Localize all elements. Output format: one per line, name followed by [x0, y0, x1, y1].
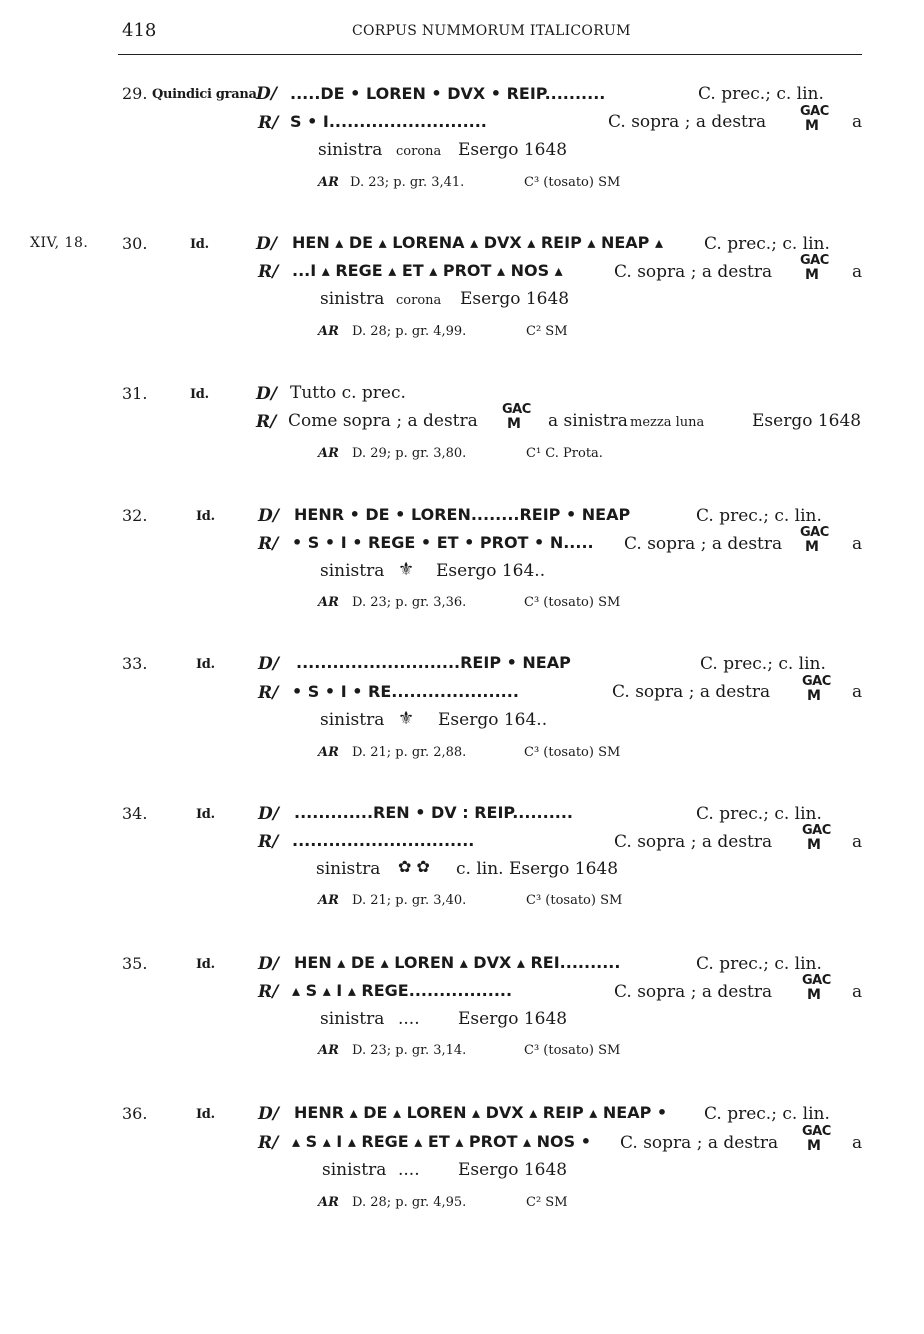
lily-icon: ⚜: [398, 708, 415, 729]
monogram: GAC M: [802, 973, 831, 1003]
exergue: Esergo 1648: [460, 289, 570, 309]
denomination: Id.: [196, 509, 215, 524]
entry-number: 31.: [122, 384, 148, 403]
exergue: Esergo 1648: [752, 411, 862, 431]
line3-word: sinistra: [322, 1160, 387, 1180]
entry-number: 29.: [122, 84, 148, 103]
reverse-mark: R/: [256, 412, 277, 432]
exergue: Esergo 164..: [436, 561, 546, 581]
reverse-mark: R/: [258, 1133, 279, 1153]
obverse-legend: Tutto c. prec.: [290, 383, 406, 403]
obverse-note: C. prec.; c. lin.: [696, 804, 822, 824]
reverse-tail: a: [852, 262, 863, 282]
rarity-collection: C³ (tosato) SM: [524, 1043, 621, 1058]
metal-mark: AR: [318, 745, 339, 760]
reverse-legend: ...I ▴ REGE ▴ ET ▴ PROT ▴ NOS ▴: [292, 261, 563, 280]
dimensions: D. 28; p. gr. 4,99.: [352, 324, 467, 339]
denomination: Id.: [190, 237, 209, 252]
line3-field: ....: [398, 1009, 420, 1029]
obverse-note: C. prec.; c. lin.: [698, 84, 824, 104]
obverse-legend: HENR ▴ DE ▴ LOREN ▴ DVX ▴ REIP ▴ NEAP •: [294, 1103, 668, 1122]
reverse-legend: • S • I • RE.....................: [292, 682, 519, 701]
reverse-note: C. sopra ; a destra: [624, 534, 783, 554]
obverse-mark: D/: [256, 84, 277, 104]
plate-reference: XIV, 18.: [30, 235, 89, 251]
denomination: Id.: [196, 657, 215, 672]
obverse-legend: .............REN • DV : REIP..........: [294, 803, 573, 822]
line3-word: sinistra: [316, 859, 381, 879]
line3-field: ....: [398, 1160, 420, 1180]
denomination: Id.: [190, 387, 209, 402]
reverse-tail: a: [852, 1133, 863, 1153]
line3-word: sinistra: [320, 289, 385, 309]
obverse-mark: D/: [258, 654, 279, 674]
rarity-collection: C¹ C. Prota.: [526, 446, 603, 461]
denomination: Id.: [196, 807, 215, 822]
obverse-mark: D/: [258, 506, 279, 526]
obverse-note: C. prec.; c. lin.: [696, 506, 822, 526]
reverse-note: C. sopra ; a destra: [614, 832, 773, 852]
rarity-collection: C² SM: [526, 1195, 568, 1210]
reverse-tail: a: [852, 832, 863, 852]
line3-field: corona: [396, 293, 442, 308]
reverse-note: a sinistra: [548, 411, 628, 431]
obverse-legend: HENR • DE • LOREN........REIP • NEAP: [294, 505, 631, 524]
reverse-legend: • S • I • REGE • ET • PROT • N.....: [292, 533, 594, 552]
reverse-tail: a: [852, 682, 863, 702]
reverse-note: C. sopra ; a destra: [614, 262, 773, 282]
obverse-mark: D/: [258, 954, 279, 974]
metal-mark: AR: [318, 1195, 339, 1210]
dimensions: D. 23; p. gr. 3,14.: [352, 1043, 467, 1058]
line3-field: corona: [396, 144, 442, 159]
obverse-legend: ...........................REIP • NEAP: [296, 653, 571, 672]
reverse-legend: ▴ S ▴ I ▴ REGE.................: [292, 981, 513, 1000]
reverse-legend: ..............................: [292, 831, 475, 850]
reverse-mark: R/: [258, 683, 279, 703]
obverse-note: C. prec.; c. lin.: [696, 954, 822, 974]
reverse-note: C. sopra ; a destra: [612, 682, 771, 702]
dimensions: D. 29; p. gr. 3,80.: [352, 446, 467, 461]
reverse-mark: R/: [258, 113, 279, 133]
exergue: c. lin. Esergo 1648: [456, 859, 619, 879]
rarity-collection: C³ (tosato) SM: [524, 595, 621, 610]
line3-word: sinistra: [320, 561, 385, 581]
page-number: 418: [122, 20, 157, 41]
dimensions: D. 23; p. gr. 3,36.: [352, 595, 467, 610]
obverse-note: C. prec.; c. lin.: [704, 1104, 830, 1124]
dimensions: D. 23; p. gr. 3,41.: [350, 175, 465, 190]
entry-number: 30.: [122, 234, 148, 253]
dimensions: D. 28; p. gr. 4,95.: [352, 1195, 467, 1210]
line3-word: sinistra: [320, 1009, 385, 1029]
dimensions: D. 21; p. gr. 3,40.: [352, 893, 467, 908]
exergue: Esergo 1648: [458, 1160, 568, 1180]
reverse-mark: R/: [258, 982, 279, 1002]
reverse-tail: a: [852, 982, 863, 1002]
reverse-legend: S • I..........................: [290, 112, 487, 131]
reverse-mark: R/: [258, 262, 279, 282]
rarity-collection: C³ (tosato) SM: [526, 893, 623, 908]
exergue: Esergo 1648: [458, 1009, 568, 1029]
reverse-field: mezza luna: [630, 415, 705, 430]
reverse-mark: R/: [258, 832, 279, 852]
entry-number: 32.: [122, 506, 148, 525]
obverse-note: C. prec.; c. lin.: [704, 234, 830, 254]
metal-mark: AR: [318, 595, 339, 610]
line3-word: sinistra: [318, 140, 383, 160]
obverse-mark: D/: [256, 384, 277, 404]
obverse-legend: HEN ▴ DE ▴ LOREN ▴ DVX ▴ REI..........: [294, 953, 621, 972]
line3-word: sinistra: [320, 710, 385, 730]
obverse-mark: D/: [258, 804, 279, 824]
obverse-legend: HEN ▴ DE ▴ LORENA ▴ DVX ▴ REIP ▴ NEAP ▴: [292, 233, 663, 252]
dimensions: D. 21; p. gr. 2,88.: [352, 745, 467, 760]
reverse-tail: a: [852, 112, 863, 132]
monogram: GAC M: [802, 823, 831, 853]
entry-number: 33.: [122, 654, 148, 673]
reverse-tail: a: [852, 534, 863, 554]
running-title: CORPUS NUMMORUM ITALICORUM: [352, 23, 631, 39]
monogram: GAC M: [800, 104, 829, 134]
rarity-collection: C³ (tosato) SM: [524, 175, 621, 190]
header-rule: [118, 54, 862, 55]
metal-mark: AR: [318, 324, 339, 339]
reverse-note: C. sopra ; a destra: [620, 1133, 779, 1153]
reverse-mark: R/: [258, 534, 279, 554]
entry-number: 36.: [122, 1104, 148, 1123]
metal-mark: AR: [318, 1043, 339, 1058]
reverse-legend: ▴ S ▴ I ▴ REGE ▴ ET ▴ PROT ▴ NOS •: [292, 1132, 591, 1151]
rarity-collection: C² SM: [526, 324, 568, 339]
reverse-note: C. sopra ; a destra: [608, 112, 767, 132]
obverse-legend: .....DE • LOREN • DVX • REIP..........: [290, 84, 606, 103]
denomination: Quindici grana.: [152, 87, 261, 102]
obverse-note: C. prec.; c. lin.: [700, 654, 826, 674]
metal-mark: AR: [318, 893, 339, 908]
metal-mark: AR: [318, 175, 339, 190]
monogram: GAC M: [800, 525, 829, 555]
reverse-legend: Come sopra ; a destra: [288, 411, 478, 431]
reverse-note: C. sopra ; a destra: [614, 982, 773, 1002]
rarity-collection: C³ (tosato) SM: [524, 745, 621, 760]
denomination: Id.: [196, 957, 215, 972]
exergue: Esergo 1648: [458, 140, 568, 160]
monogram: GAC M: [802, 674, 831, 704]
rosette-icon: ✿ ✿: [398, 857, 430, 876]
monogram: GAC M: [502, 402, 531, 432]
lily-icon: ⚜: [398, 559, 415, 580]
metal-mark: AR: [318, 446, 339, 461]
monogram: GAC M: [800, 253, 829, 283]
monogram: GAC M: [802, 1124, 831, 1154]
obverse-mark: D/: [258, 1104, 279, 1124]
obverse-mark: D/: [256, 234, 277, 254]
exergue: Esergo 164..: [438, 710, 548, 730]
entry-number: 35.: [122, 954, 148, 973]
denomination: Id.: [196, 1107, 215, 1122]
entry-number: 34.: [122, 804, 148, 823]
